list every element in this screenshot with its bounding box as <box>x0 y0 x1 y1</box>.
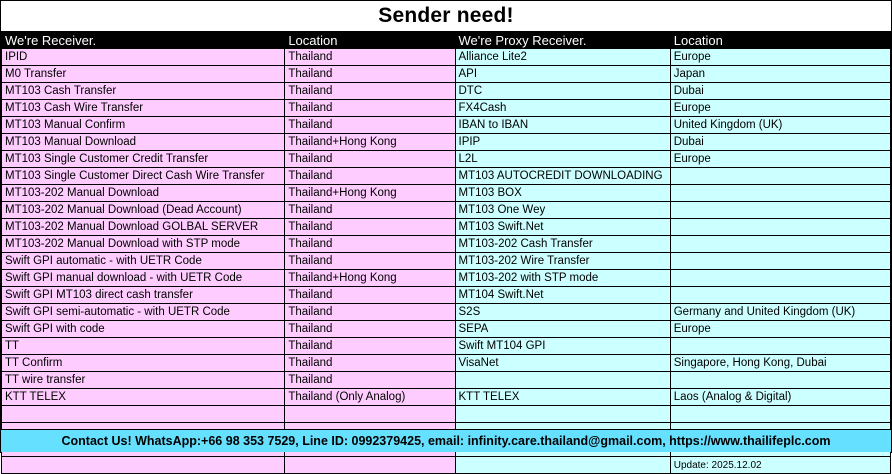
cell-location-right: Europe <box>670 321 890 338</box>
cell-location-left: Thailand <box>285 49 455 66</box>
cell-receiver: MT103 Cash Wire Transfer <box>2 100 285 117</box>
cell-location-right <box>670 372 890 389</box>
cell-location-left: Thailand <box>285 83 455 100</box>
cell-receiver: MT103-202 Manual Download <box>2 185 285 202</box>
cell-proxy-receiver: MT103 AUTOCREDIT DOWNLOADING <box>455 168 670 185</box>
cell-location-left: Thailand <box>285 151 455 168</box>
cell-proxy-receiver: MT103 Swift.Net <box>455 219 670 236</box>
cell-receiver <box>2 406 285 423</box>
cell-location-left <box>285 406 455 423</box>
cell-location-left: Thailand <box>285 355 455 372</box>
cell-location-right: Germany and United Kingdom (UK) <box>670 304 890 321</box>
cell-location-left: Thailand <box>285 202 455 219</box>
table-row <box>2 236 891 253</box>
cell-location-right <box>670 287 890 304</box>
cell-location-right: Dubai <box>670 134 890 151</box>
cell-location-right <box>670 219 890 236</box>
cell-proxy-receiver: MT103 One Wey <box>455 202 670 219</box>
cell-location-right: Dubai <box>670 83 890 100</box>
cell-location-right: Singapore, Hong Kong, Dubai <box>670 355 890 372</box>
update-row <box>2 457 891 474</box>
cell-receiver: Swift GPI with code <box>2 321 285 338</box>
cell-receiver: MT103 Single Customer Direct Cash Wire Transfer <box>2 168 285 185</box>
table-row <box>2 287 891 304</box>
column-header-proxy-receiver: We're Proxy Receiver. <box>455 32 670 49</box>
cell-location-left: Thailand <box>285 321 455 338</box>
update-spacer-a <box>2 457 285 474</box>
contact-footer: Contact Us! WhatsApp:+66 98 353 7529, Line ID: 0992379425, email: infinity.care.thailand@gmail.com, https://www.thailifeplc.com <box>1 429 891 452</box>
column-header-location-right: Location <box>670 32 890 49</box>
update-timestamp: Update: 2025.12.02 <box>670 457 890 474</box>
cell-receiver: MT103-202 Manual Download with STP mode <box>2 236 285 253</box>
table-row <box>2 253 891 270</box>
cell-location-right: Laos (Analog & Digital) <box>670 389 890 406</box>
cell-proxy-receiver: MT103-202 with STP mode <box>455 270 670 287</box>
cell-receiver: TT wire transfer <box>2 372 285 389</box>
update-spacer-b <box>285 457 455 474</box>
cell-receiver: Swift GPI MT103 direct cash transfer <box>2 287 285 304</box>
cell-proxy-receiver: S2S <box>455 304 670 321</box>
cell-location-left: Thailand <box>285 253 455 270</box>
table-row <box>2 406 891 423</box>
cell-proxy-receiver <box>455 372 670 389</box>
table-row <box>2 168 891 185</box>
cell-proxy-receiver: FX4Cash <box>455 100 670 117</box>
cell-location-left: Thailand <box>285 287 455 304</box>
column-header-location-left: Location <box>285 32 455 49</box>
cell-receiver: KTT TELEX <box>2 389 285 406</box>
cell-location-left: Thailand+Hong Kong <box>285 270 455 287</box>
cell-receiver: MT103-202 Manual Download (Dead Account) <box>2 202 285 219</box>
table-row <box>2 100 891 117</box>
cell-receiver: Swift GPI automatic - with UETR Code <box>2 253 285 270</box>
table-row <box>2 66 891 83</box>
cell-location-right: United Kingdom (UK) <box>670 117 890 134</box>
cell-proxy-receiver: MT103 BOX <box>455 185 670 202</box>
table-row <box>2 372 891 389</box>
table-row <box>2 338 891 355</box>
table-row <box>2 185 891 202</box>
cell-location-left: Thailand <box>285 338 455 355</box>
cell-location-left: Thailand <box>285 66 455 83</box>
cell-proxy-receiver: MT103-202 Cash Transfer <box>455 236 670 253</box>
cell-location-left: Thailand <box>285 304 455 321</box>
cell-location-right <box>670 168 890 185</box>
cell-location-left: Thailand+Hong Kong <box>285 185 455 202</box>
cell-location-right <box>670 202 890 219</box>
cell-location-left: Thailand <box>285 219 455 236</box>
cell-receiver: MT103 Cash Transfer <box>2 83 285 100</box>
cell-location-right <box>670 406 890 423</box>
cell-proxy-receiver: API <box>455 66 670 83</box>
page-title: Sender need! <box>1 1 891 31</box>
cell-location-right <box>670 253 890 270</box>
column-header-receiver: We're Receiver. <box>2 32 285 49</box>
cell-location-left: Thailand <box>285 236 455 253</box>
cell-location-left: Thailand <box>285 372 455 389</box>
cell-proxy-receiver: IPIP <box>455 134 670 151</box>
cell-receiver: MT103 Manual Confirm <box>2 117 285 134</box>
cell-receiver: TT Confirm <box>2 355 285 372</box>
cell-proxy-receiver: SEPA <box>455 321 670 338</box>
table-header-row <box>2 32 891 49</box>
cell-location-left: Thailand <box>285 168 455 185</box>
cell-proxy-receiver: MT104 Swift.Net <box>455 287 670 304</box>
cell-proxy-receiver: VisaNet <box>455 355 670 372</box>
cell-location-left: Thailand <box>285 100 455 117</box>
table-row <box>2 117 891 134</box>
cell-receiver: Swift GPI manual download - with UETR Code <box>2 270 285 287</box>
cell-location-right: Europe <box>670 49 890 66</box>
table-row <box>2 304 891 321</box>
cell-location-right <box>670 270 890 287</box>
sender-need-table <box>1 31 891 474</box>
cell-location-right: Europe <box>670 151 890 168</box>
update-spacer-c <box>455 457 670 474</box>
table-row <box>2 151 891 168</box>
cell-location-right: Japan <box>670 66 890 83</box>
cell-proxy-receiver: KTT TELEX <box>455 389 670 406</box>
table-row <box>2 321 891 338</box>
cell-location-left: Thailand <box>285 117 455 134</box>
cell-receiver: Swift GPI semi-automatic - with UETR Code <box>2 304 285 321</box>
table-row <box>2 49 891 66</box>
cell-proxy-receiver: Swift MT104 GPI <box>455 338 670 355</box>
cell-proxy-receiver: DTC <box>455 83 670 100</box>
cell-receiver: MT103 Single Customer Credit Transfer <box>2 151 285 168</box>
cell-location-right <box>670 236 890 253</box>
cell-location-left: Thailand (Only Analog) <box>285 389 455 406</box>
cell-location-left: Thailand+Hong Kong <box>285 134 455 151</box>
table-row <box>2 202 891 219</box>
table-row <box>2 270 891 287</box>
cell-receiver: MT103-202 Manual Download GOLBAL SERVER <box>2 219 285 236</box>
table-row <box>2 83 891 100</box>
cell-receiver: MT103 Manual Download <box>2 134 285 151</box>
cell-receiver: M0 Transfer <box>2 66 285 83</box>
cell-location-right: Europe <box>670 100 890 117</box>
table-row <box>2 389 891 406</box>
table-row <box>2 134 891 151</box>
cell-proxy-receiver <box>455 406 670 423</box>
cell-location-right <box>670 338 890 355</box>
cell-location-right <box>670 185 890 202</box>
table-body <box>2 49 891 474</box>
cell-proxy-receiver: MT103-202 Wire Transfer <box>455 253 670 270</box>
cell-proxy-receiver: IBAN to IBAN <box>455 117 670 134</box>
cell-proxy-receiver: L2L <box>455 151 670 168</box>
cell-receiver: IPID <box>2 49 285 66</box>
table-row <box>2 219 891 236</box>
cell-receiver: TT <box>2 338 285 355</box>
table-row <box>2 355 891 372</box>
cell-proxy-receiver: Alliance Lite2 <box>455 49 670 66</box>
